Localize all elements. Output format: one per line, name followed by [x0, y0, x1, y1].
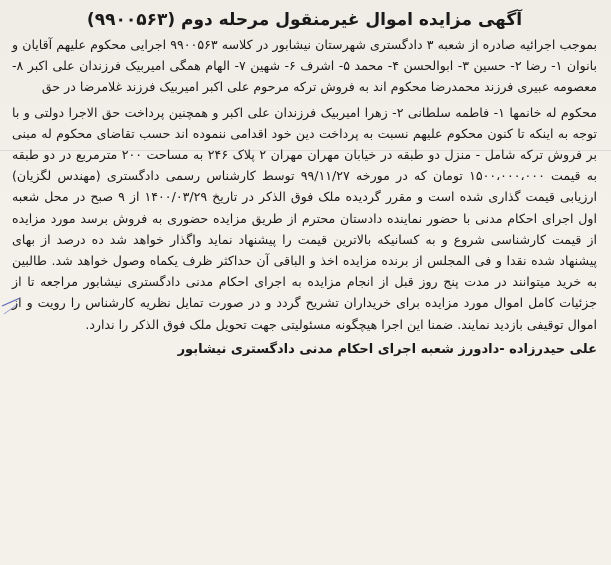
notice-signature: علی حیدرزاده -دادورز شعبه اجرای احکام مدنی دادگستری نیشابور	[177, 341, 597, 357]
notice-title: آگهی مزایده اموال غیرمنقول مرحله دوم (۹۹۰۰۵۶۳)	[86, 10, 523, 30]
notice-paragraph-1: بموجب اجرائیه صادره از شعبه ۳ دادگستری شهرستان نیشابور در کلاسه ۹۹۰۰۵۶۳ اجرایی محکوم علیهم آقایان و بانوان ۱- رضا ۲- حسین ۳- ابوالحسن ۴- محمد ۵- اشرف ۶- شهین ۷- الهام همگی امیربیک فرزندان علی اکبر ۸- معصومه عبیری فرزند محمدرضا محکوم اند به فروش ترکه مرحوم علی اکبر امیربیک فرزند غلامرضا در حق	[12, 37, 598, 95]
pen-mark-icon	[0, 292, 22, 320]
notice-paragraph-2: محکوم له خانمها ۱- فاطمه سلطانی ۲- زهرا امیربیک فرزندان علی اکبر و همچنین پرداخت حق الاجرا دولتی و با توجه به اینکه تا کنون محکوم علیهم نسبت به پرداخت دین خود اقدامی ننموده اند حسب تقاضای محکوم له مبنی بر فروش ترکه شامل - منزل دو طبقه در خیابان مهران مهران ۲ پلاک ۲۴۶ به مساحت ۲۰۰ مترمربع در دو طبقه به قیمت ۱۵۰۰،۰۰۰،۰۰۰ تومان که در مورخه ۹۹/۱۱/۲۷ توسط کارشناس رسمی دادگستری (مهندس لگزیان) ارزیابی قیمت گذاری شده است و مقرر گردیده ملک فوق الذکر در تاریخ ۱۴۰۰/۰۳/۲۹ از ۹ صبح در محل شعبه اول اجرای احکام مدنی با حضور نماینده دادستان محترم از طریق مزایده حضوری به فروش برسد مورد مزایده از قیمت کارشناسی شروع و به کسانیکه بالاترین قیمت را پیشنهاد نماید واگذار خواهد شد ده درصد از بهای پیشنهاد شده نقدا و فی المجلس از برنده مزایده اخذ و الباقی آن حداکثر ظرف یکماه وصول خواهد شد. طالبین به خرید میتوانند در مدت پنج روز قبل از انجام مزایده به اجرای احکام مدنی دادگستری نیشابور مراجعه تا از جزئیات کامل اموال مورد مزایده برای خریداران تشریح گردد و در صورت تمایل نظریه کارشناس را رویت و از اموال توقیفی بازدید نمایند. ضمنا این اجرا هیچگونه مسئولیتی جهت تحویل ملک فوق الذکر را ندارد.	[12, 104, 597, 332]
paper-fold-line	[0, 150, 611, 151]
